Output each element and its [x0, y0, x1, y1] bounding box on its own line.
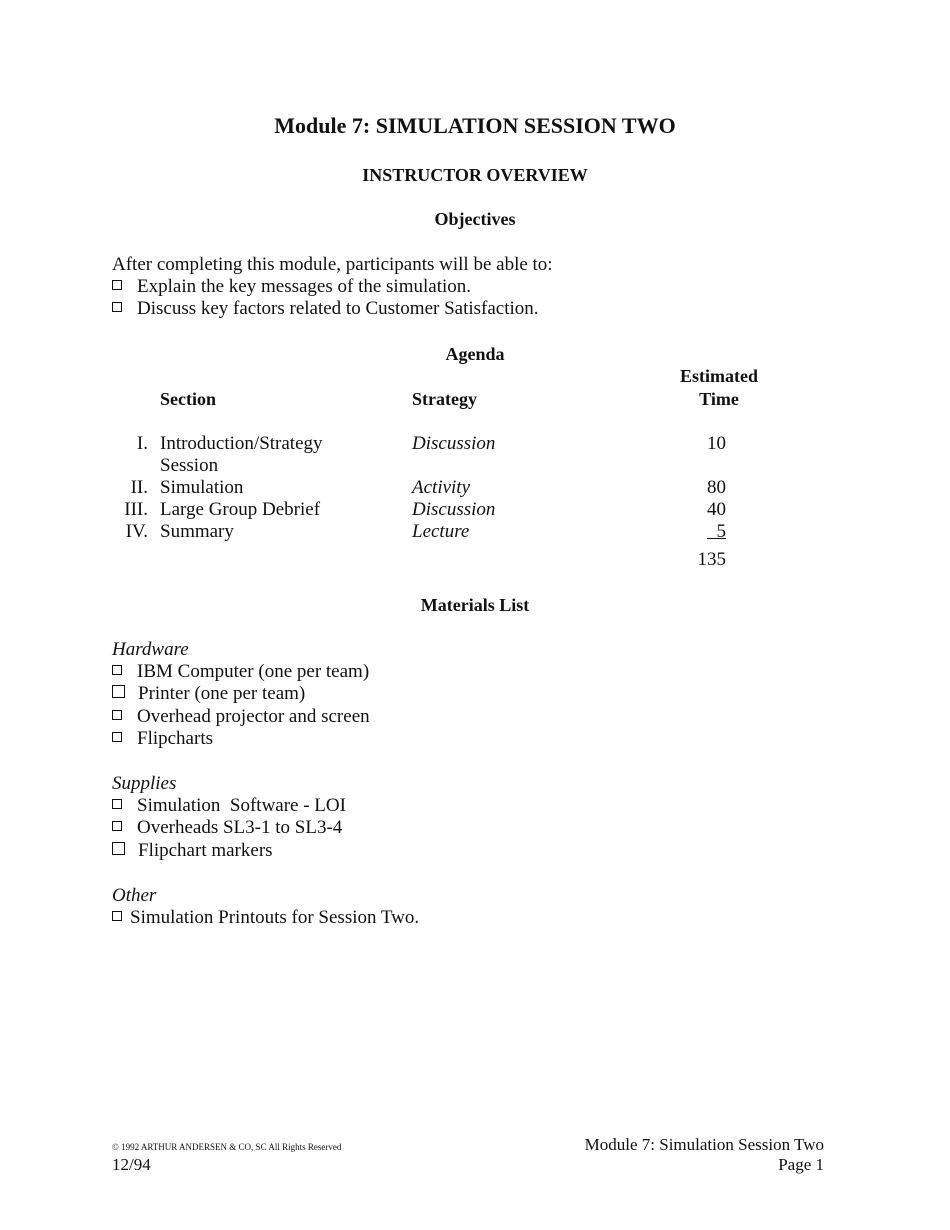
footer-module: Module 7: Simulation Session Two	[584, 1135, 824, 1154]
supplies-item: Overheads SL3-1 to SL3-4	[112, 817, 342, 839]
agenda-row-strategy: Discussion	[412, 433, 496, 454]
agenda-row-section: Introduction/Strategy	[160, 433, 323, 454]
hardware-item: Flipcharts	[112, 728, 213, 750]
objective-item: Explain the key messages of the simulation.	[112, 276, 471, 298]
agenda-total-time: 135	[697, 549, 726, 570]
hardware-item: IBM Computer (one per team)	[112, 661, 369, 683]
agenda-row-num: II.	[130, 477, 148, 498]
agenda-row-num: IV.	[125, 521, 148, 542]
checkbox-icon	[112, 665, 122, 675]
objectives-intro: After completing this module, participants will be able to:	[112, 254, 553, 275]
supplies-label: Supplies	[112, 773, 177, 794]
agenda-row-section: Summary	[160, 521, 234, 542]
agenda-row-num: III.	[124, 499, 148, 520]
supplies-item: Flipchart markers	[112, 840, 273, 862]
agenda-row-section-cont: Session	[160, 455, 219, 476]
other-item: Simulation Printouts for Session Two.	[112, 907, 419, 929]
footer-copyright: © 1992 ARTHUR ANDERSEN & CO, SC All Rights Reserved	[112, 1142, 342, 1152]
agenda-row-time: 10	[707, 433, 726, 454]
checkbox-icon	[112, 685, 125, 698]
footer-page-number: Page 1	[778, 1155, 824, 1174]
page-title: Module 7: SIMULATION SESSION TWO	[274, 113, 676, 138]
checkbox-icon	[112, 710, 122, 720]
agenda-row-strategy: Activity	[412, 477, 471, 498]
checkbox-icon	[112, 821, 122, 831]
agenda-row-time: 80	[707, 477, 726, 498]
page-subtitle: INSTRUCTOR OVERVIEW	[362, 165, 588, 185]
footer-date: 12/94	[112, 1155, 151, 1174]
agenda-row-strategy: Discussion	[412, 499, 496, 520]
agenda-row-section: Simulation	[160, 477, 244, 498]
hardware-item: Overhead projector and screen	[112, 706, 370, 728]
hardware-label: Hardware	[112, 639, 189, 660]
checkbox-icon	[112, 280, 122, 290]
agenda-row-time: 40	[707, 499, 726, 520]
checkbox-icon	[112, 842, 125, 855]
agenda-row-time: 5	[716, 521, 726, 542]
agenda-row-section: Large Group Debrief	[160, 499, 321, 520]
supplies-item: Simulation Software - LOI	[112, 795, 346, 817]
checkbox-icon	[112, 302, 122, 312]
hardware-item: Printer (one per team)	[112, 683, 305, 705]
agenda-col-time-line1: Estimated	[680, 366, 758, 386]
agenda-col-strategy: Strategy	[412, 389, 477, 409]
materials-heading: Materials List	[420, 595, 530, 615]
checkbox-icon	[112, 911, 122, 921]
objective-item: Discuss key factors related to Customer Satisfaction.	[112, 298, 539, 320]
checkbox-icon	[112, 732, 122, 742]
agenda-row-num: I.	[136, 433, 148, 454]
agenda-heading: Agenda	[445, 344, 505, 364]
objectives-heading: Objectives	[434, 209, 516, 229]
checkbox-icon	[112, 799, 122, 809]
other-label: Other	[112, 885, 157, 906]
agenda-col-time-line2: Time	[699, 389, 739, 409]
agenda-row-strategy: Lecture	[412, 521, 470, 542]
agenda-col-section: Section	[160, 389, 216, 409]
